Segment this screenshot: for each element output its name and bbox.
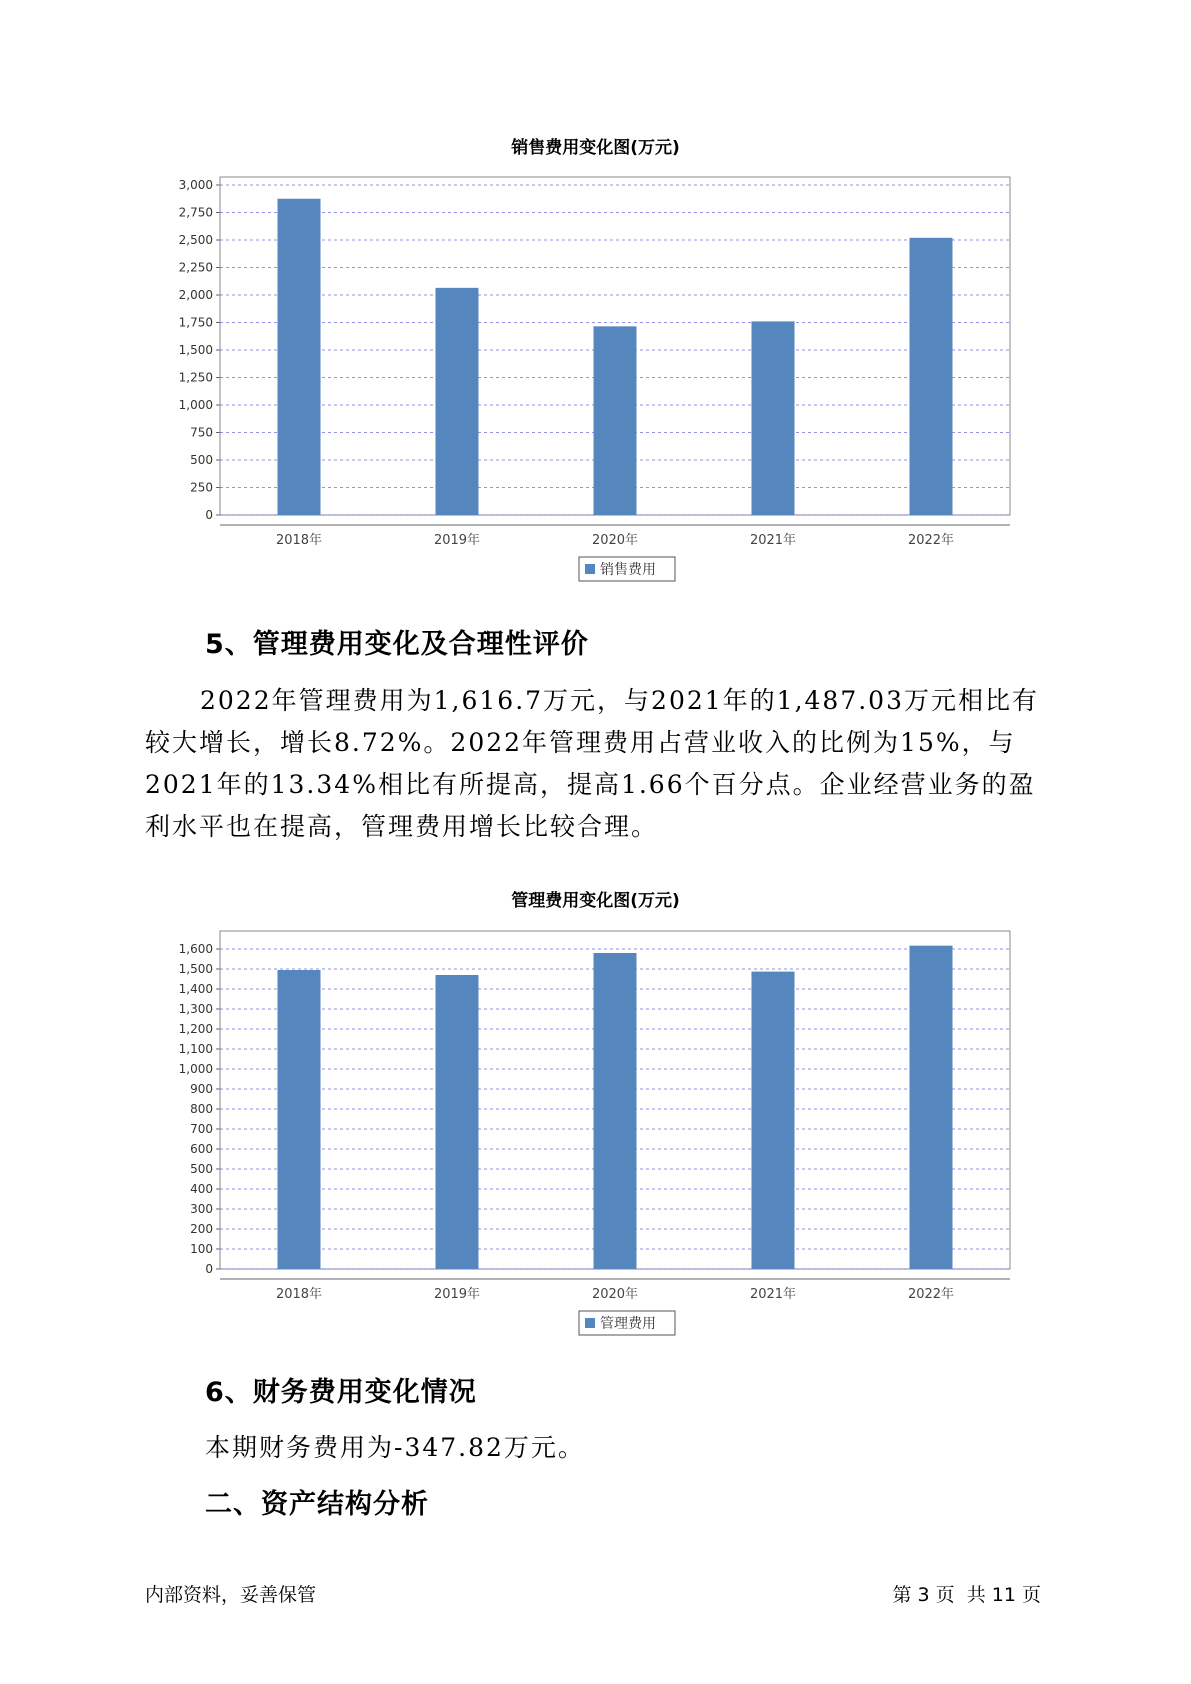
admin-ytick-label: 1,600 bbox=[178, 942, 213, 956]
footer-confidential-note: 内部资料，妥善保管 bbox=[145, 1584, 317, 1606]
sales-xtick-label: 2021年 bbox=[749, 533, 797, 548]
sales-ytick-label: 2,500 bbox=[178, 233, 213, 247]
section5-paragraph: 2022年管理费用为1,616.7万元，与2021年的1,487.03万元相比有较大增长，增长8.72%。2022年管理费用占营业收入的比例为15%，与2021年的13.34%相比有所提高，提高1.66个百分点。企业经营业务的盈利水平也在提高，管理费用增长比较合理。 bbox=[145, 686, 1039, 841]
sales-ytick-label: 1,250 bbox=[178, 370, 213, 385]
sales-ytick-label: 1,500 bbox=[178, 343, 213, 357]
sales-ytick-label: 2,750 bbox=[178, 205, 213, 220]
admin-bar bbox=[910, 946, 953, 1269]
admin-xtick-label: 2022年 bbox=[907, 1287, 955, 1302]
section5-heading: 5、管理费用变化及合理性评价 bbox=[205, 629, 589, 660]
sales-xtick-label: 2020年 bbox=[591, 533, 639, 548]
admin-ytick-label: 700 bbox=[190, 1122, 213, 1136]
sales-ytick-label: 1,000 bbox=[178, 398, 213, 412]
sales-ytick-label: 500 bbox=[190, 453, 213, 467]
sales-ytick-label: 0 bbox=[205, 508, 213, 522]
sales-ytick-label: 3,000 bbox=[178, 178, 213, 192]
sales-bar bbox=[594, 326, 637, 515]
sales-bar bbox=[436, 288, 479, 515]
finance-expense-text: 本期财务费用为-347.82万元。 bbox=[205, 1433, 585, 1462]
admin-xtick-label: 2019年 bbox=[433, 1287, 481, 1302]
sales-ytick-label: 750 bbox=[190, 425, 213, 440]
admin-ytick-label: 0 bbox=[205, 1262, 213, 1276]
admin-ytick-label: 1,100 bbox=[178, 1042, 213, 1056]
admin-ytick-label: 1,000 bbox=[178, 1062, 213, 1076]
admin-legend-label: 管理费用 bbox=[600, 1316, 656, 1332]
admin-ytick-label: 800 bbox=[190, 1102, 213, 1116]
admin-ytick-label: 1,200 bbox=[178, 1022, 213, 1036]
sales-xtick-label: 2019年 bbox=[433, 533, 481, 548]
admin-xtick-label: 2018年 bbox=[275, 1287, 323, 1302]
admin-ytick-label: 900 bbox=[190, 1082, 213, 1096]
admin-ytick-label: 300 bbox=[190, 1202, 213, 1216]
admin-bar bbox=[752, 972, 795, 1269]
footer-page-number: 第 3 页 共 11 页 bbox=[892, 1584, 1041, 1606]
admin-xtick-label: 2021年 bbox=[749, 1287, 797, 1302]
sales-ytick-label: 2,000 bbox=[178, 288, 213, 302]
admin-xtick-label: 2020年 bbox=[591, 1287, 639, 1302]
admin-ytick-label: 1,500 bbox=[178, 962, 213, 976]
admin-ytick-label: 600 bbox=[190, 1142, 213, 1156]
sales-bar bbox=[278, 199, 321, 515]
admin-bar bbox=[436, 975, 479, 1269]
sales-bar bbox=[910, 238, 953, 515]
admin-ytick-label: 200 bbox=[190, 1222, 213, 1236]
sales-legend-swatch bbox=[585, 564, 595, 574]
admin-ytick-label: 400 bbox=[190, 1182, 213, 1196]
sales-ytick-label: 1,750 bbox=[178, 315, 213, 330]
admin-ytick-label: 100 bbox=[190, 1242, 213, 1256]
admin-ytick-label: 500 bbox=[190, 1162, 213, 1176]
sales-xtick-label: 2022年 bbox=[907, 533, 955, 548]
admin-bar bbox=[594, 953, 637, 1269]
admin-ytick-label: 1,400 bbox=[178, 982, 213, 996]
admin-bar bbox=[278, 970, 321, 1269]
sales-chart-title: 销售费用变化图(万元) bbox=[511, 138, 680, 158]
admin-expense-chart bbox=[0, 914, 1191, 1332]
admin-legend-swatch bbox=[585, 1318, 595, 1328]
sales-legend-label: 销售费用 bbox=[600, 562, 656, 578]
sales-expense-chart bbox=[0, 160, 1191, 578]
section-two-heading: 二、资产结构分析 bbox=[205, 1489, 429, 1520]
admin-ytick-label: 1,300 bbox=[178, 1002, 213, 1016]
sales-xtick-label: 2018年 bbox=[275, 533, 323, 548]
sales-ytick-label: 2,250 bbox=[178, 260, 213, 275]
sales-ytick-label: 250 bbox=[190, 480, 213, 495]
admin-chart-title: 管理费用变化图(万元) bbox=[511, 891, 680, 911]
sales-bar bbox=[752, 321, 795, 515]
section6-heading: 6、财务费用变化情况 bbox=[205, 1377, 477, 1408]
